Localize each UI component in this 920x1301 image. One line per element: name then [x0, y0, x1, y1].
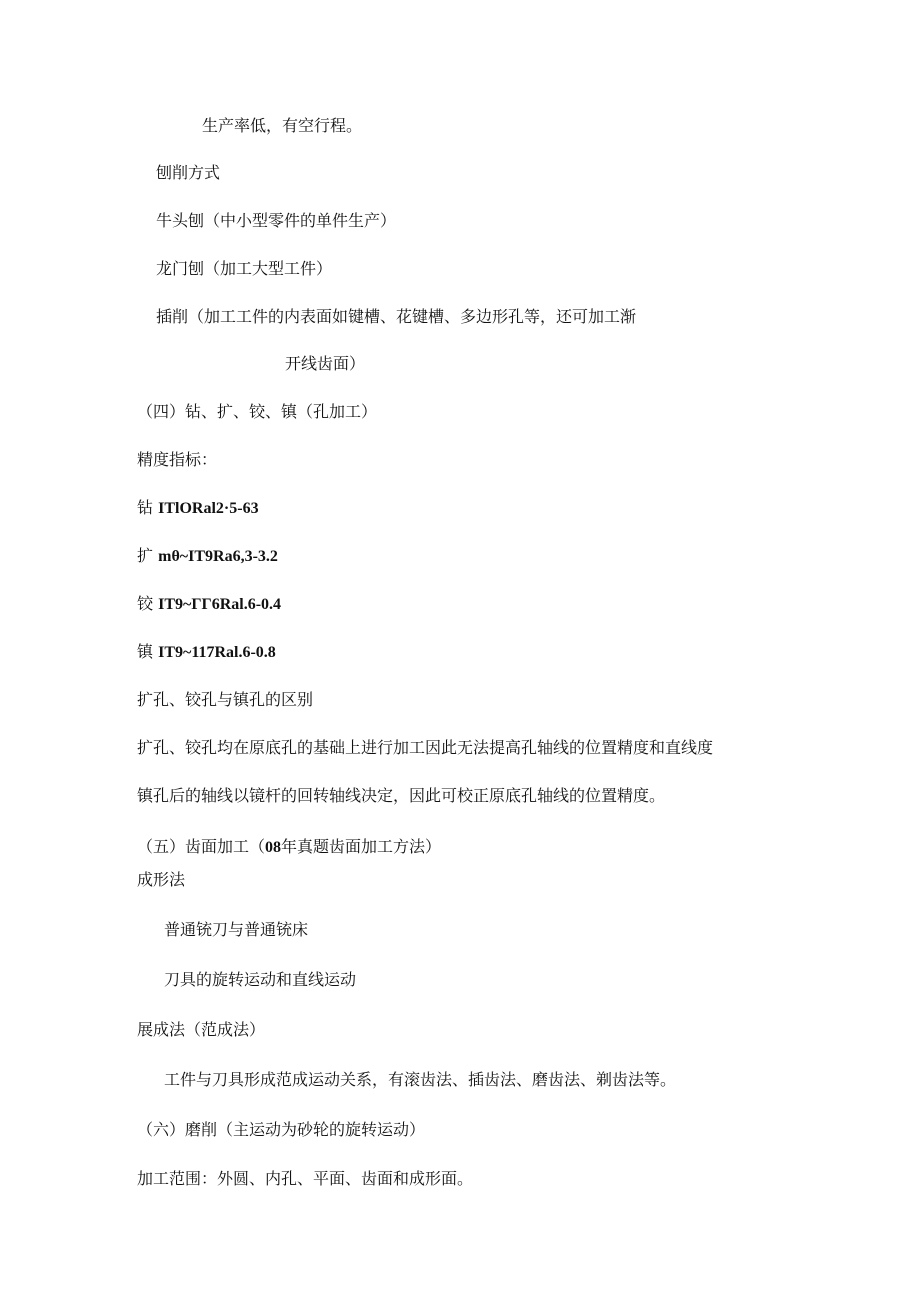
- text-line-grinding-scope: 加工范围：外圆、内孔、平面、齿面和成形面。: [137, 1169, 474, 1188]
- text-line-precision-index: 精度指标：: [137, 450, 218, 469]
- text-line-forming-method: 成形法: [137, 870, 186, 889]
- gear-heading-prefix: （五）齿面加工（: [137, 837, 266, 856]
- precision-value-drill: ITlORal2·5-63: [158, 500, 259, 517]
- text-line-planing-methods: 刨削方式: [156, 163, 221, 182]
- text-line-shaper: 牛头刨（中小型零件的单件生产）: [156, 211, 397, 230]
- text-line-slotting: 插削（加工工件的内表面如键槽、花键槽、多边形孔等，还可加工渐: [156, 307, 637, 326]
- precision-value-ream: IT9~ГГ6Ral.6-0.4: [158, 596, 282, 613]
- section-heading-gear-machining: [137, 837, 441, 858]
- text-line-gantry-planer: 龙门刨（加工大型工件）: [156, 259, 333, 278]
- text-line-milling-cutter: 普通铳刀与普通铳床: [164, 920, 309, 939]
- text-line-generating-method: 展成法（范成法）: [137, 1020, 266, 1039]
- gear-heading-year: 08: [265, 839, 282, 856]
- precision-label-bore: 镇: [137, 642, 154, 661]
- precision-row-expand: [137, 546, 278, 567]
- precision-label-expand: 扩: [137, 546, 154, 565]
- text-line-tool-motion: 刀具的旋转运动和直线运动: [164, 970, 357, 989]
- text-line-slotting-continued: 开线齿面）: [285, 354, 366, 373]
- precision-value-expand: mθ~IT9Ra6,3-3.2: [158, 548, 278, 565]
- precision-value-bore: IT9~117Ral.6-0.8: [158, 644, 276, 661]
- section-heading-grinding: （六）磨削（主运动为砂轮的旋转运动）: [137, 1120, 426, 1139]
- precision-label-ream: 铰: [137, 594, 154, 613]
- precision-row-drill: [137, 498, 259, 519]
- text-line-productivity: 生产率低，有空行程。: [202, 116, 363, 135]
- section-heading-hole-machining: （四）钻、扩、铰、镇（孔加工）: [137, 402, 378, 421]
- precision-row-bore: [137, 642, 276, 663]
- precision-row-ream: [137, 594, 281, 615]
- text-line-bore-explanation: 镇孔后的轴线以镜杆的回转轴线决定，因此可校正原底孔轴线的位置精度。: [137, 786, 666, 805]
- precision-label-drill: 钻: [137, 498, 154, 517]
- text-line-hole-difference: 扩孔、铰孔与镇孔的区别: [137, 690, 314, 709]
- text-line-generating-explanation: 工件与刀具形成范成运动关系，有滚齿法、插齿法、磨齿法、剃齿法等。: [164, 1070, 677, 1089]
- text-line-expand-ream-explanation: 扩孔、铰孔均在原底孔的基础上进行加工因此无法提高孔轴线的位置精度和直线度: [137, 738, 714, 757]
- gear-heading-suffix: 年真题齿面加工方法）: [281, 837, 442, 856]
